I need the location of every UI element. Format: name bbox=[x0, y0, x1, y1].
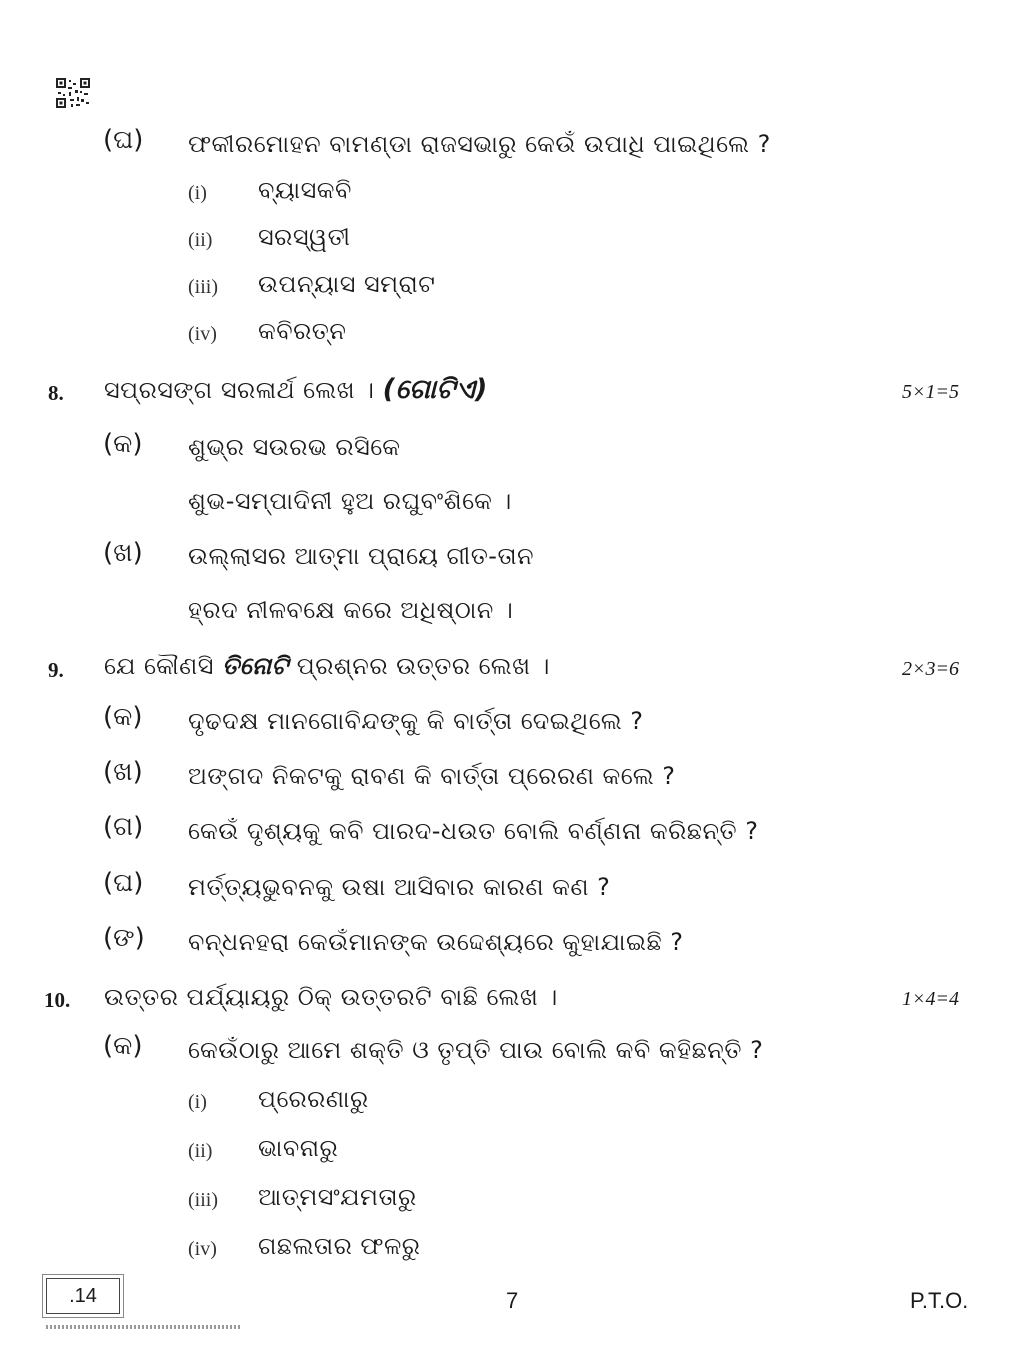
q10-option-num: (iii) bbox=[188, 1189, 218, 1211]
q10-option-num: (ii) bbox=[188, 1140, 213, 1162]
q10-question: ଉତ୍ତର ପର୍ଯ୍ୟାୟରୁ ଠିକ୍ ଉତ୍ତରଟି ବାଛି ଲେଖ । bbox=[104, 983, 558, 1011]
q10-number: 10. bbox=[44, 988, 71, 1012]
q9-part-text: ମର୍ତ୍ତ୍ୟଭୁବନକୁ ଉଷା ଆସିବାର କାରଣ କଣ ? bbox=[188, 873, 611, 901]
q10-option-text: ଗଛଲତାର ଫଳରୁ bbox=[258, 1232, 421, 1260]
q9-part-text: ବନ୍ଧନହରା କେଉଁମାନଙ୍କ ଉଦ୍ଦେଶ୍ୟରେ କୁହାଯାଇଛି ? bbox=[188, 928, 684, 956]
q10-option-text: ଆତ୍ମସଂଯମତାରୁ bbox=[258, 1183, 417, 1211]
q9-emphasis: ତିନୋଟି bbox=[222, 652, 289, 680]
q8-kha-line1: ଉଲ୍ଲାସର ଆତ୍ମା ପ୍ରାୟେ ଗୀତ-ତାନ bbox=[188, 542, 535, 570]
q9-question bbox=[104, 652, 550, 680]
q9-text-pre: ଯେ କୌଣସି bbox=[104, 652, 214, 680]
q7-option-num: (iii) bbox=[188, 276, 218, 298]
q7-option-text: ସରସ୍ୱତୀ bbox=[258, 223, 351, 251]
q8-kha-line2: ହ୍ରଦ ନୀଳବକ୍ଷେ କରେ ଅଧିଷ୍ଠାନ । bbox=[188, 596, 514, 624]
q7-option-text: ବ୍ୟାସକବି bbox=[258, 176, 352, 204]
q7-option-text: କବିରତ୍ନ bbox=[258, 317, 347, 345]
pto-label: P.T.O. bbox=[910, 1288, 969, 1313]
q8-marks: 5×1=5 bbox=[902, 381, 959, 403]
q7-option-text: ଉପନ୍ୟାସ ସମ୍ରାଟ bbox=[258, 270, 436, 298]
q9-text-post: ପ୍ରଶ୍ନର ଉତ୍ତର ଲେଖ । bbox=[296, 652, 550, 680]
page-number: 7 bbox=[506, 1288, 519, 1313]
q7-gha-label: (ଘ) bbox=[103, 125, 144, 155]
q9-part-label: (ଙ) bbox=[103, 923, 145, 953]
paper-code-box: .14 bbox=[46, 1278, 120, 1314]
q10-ka-question: କେଉଁଠାରୁ ଆମେ ଶକ୍ତି ଓ ତୃପ୍ତି ପାଉ ବୋଲି କବି କହିଛନ୍ତି ? bbox=[188, 1036, 764, 1064]
q9-part-label: (ଖ) bbox=[103, 757, 143, 787]
q7-option-num: (i) bbox=[188, 182, 207, 204]
q10-ka-label: (କ) bbox=[103, 1031, 143, 1061]
q8-number: 8. bbox=[48, 381, 64, 405]
q8-ka-label: (କ) bbox=[103, 429, 143, 459]
q9-part-label: (କ) bbox=[103, 702, 143, 732]
q8-emphasis: (ଗୋଟିଏ) bbox=[382, 374, 488, 405]
q9-part-label: (ଘ) bbox=[103, 868, 144, 898]
q8-question bbox=[104, 374, 488, 406]
q9-part-label: (ଗ) bbox=[103, 812, 144, 842]
q9-number: 9. bbox=[48, 658, 64, 682]
q9-part-text: କେଉଁ ଦୃଶ୍ୟକୁ କବି ପାରଦ-ଧଉତ ବୋଲି ବର୍ଣ୍ଣନା କରିଛନ୍ତି ? bbox=[188, 817, 759, 845]
q7-gha-question: ଫକୀରମୋହନ ବାମଣ୍ଡା ରାଜସଭାରୁ କେଉଁ ଉପାଧି ପାଇଥିଲେ ? bbox=[188, 130, 771, 158]
qr-code-icon bbox=[56, 78, 90, 108]
q9-marks: 2×3=6 bbox=[902, 658, 959, 680]
q7-option-num: (ii) bbox=[188, 229, 213, 251]
footer-dotted-line bbox=[46, 1325, 242, 1329]
q10-marks: 1×4=4 bbox=[902, 988, 959, 1010]
q10-option-num: (iv) bbox=[188, 1238, 217, 1260]
q10-option-text: ଭାବନାରୁ bbox=[258, 1134, 339, 1162]
q9-part-text: ଦୃଢଦକ୍ଷ ମାନଗୋବିନ୍ଦଙ୍କୁ କି ବାର୍ତ୍ତା ଦେଇଥିଲେ ? bbox=[188, 707, 644, 735]
q9-part-text: ଅଙ୍ଗଦ ନିକଟକୁ ରାବଣ କି ବାର୍ତ୍ତା ପ୍ରେରଣ କଲେ ? bbox=[188, 762, 676, 790]
q7-option-num: (iv) bbox=[188, 323, 217, 345]
q8-ka-line1: ଶୁଭ୍ର ସଉରଭ ରସିକେ bbox=[188, 433, 401, 461]
q10-option-text: ପ୍ରେରଣାରୁ bbox=[258, 1085, 369, 1113]
q8-ka-line2: ଶୁଭ-ସମ୍ପାଦିନୀ ହୁଅ ରଘୁବଂଶିକେ । bbox=[188, 487, 512, 515]
q8-question-text: ସପ୍ରସଙ୍ଗ ସରଳାର୍ଥ ଲେଖ । bbox=[104, 376, 375, 404]
q8-kha-label: (ଖ) bbox=[103, 538, 143, 568]
q10-option-num: (i) bbox=[188, 1091, 207, 1113]
